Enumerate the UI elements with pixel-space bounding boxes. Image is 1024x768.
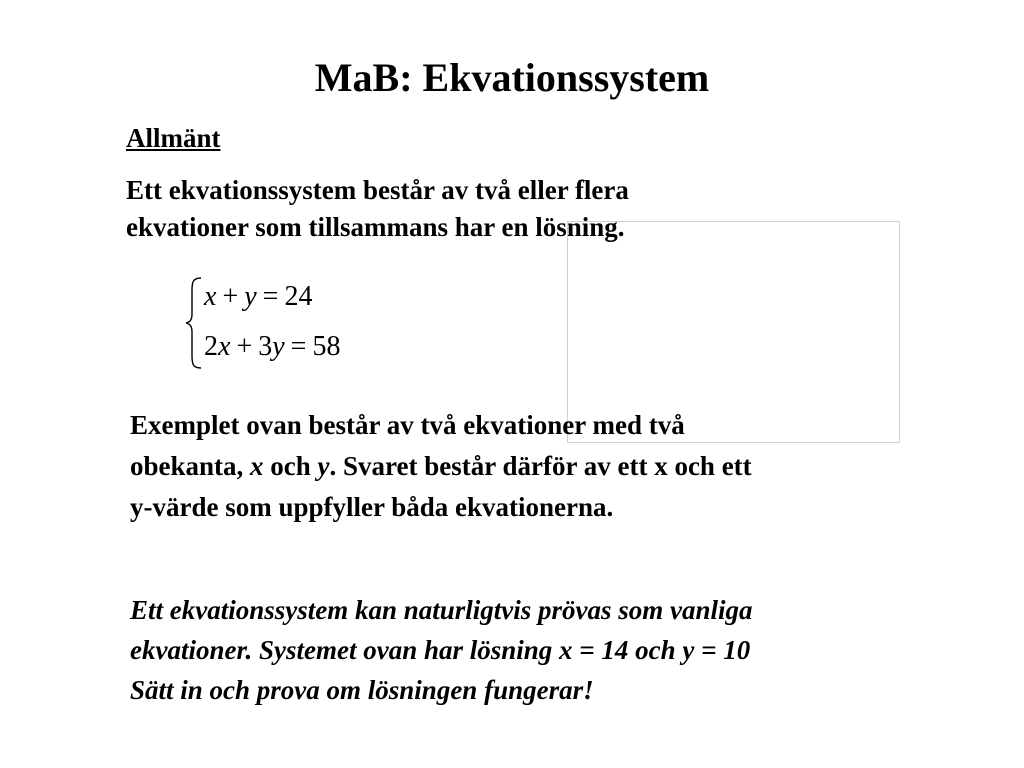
intro-line-1: Ett ekvationssystem består av två eller flera (126, 175, 629, 205)
explanation-paragraph (130, 405, 930, 528)
eq2-coef-y: 3 (258, 331, 273, 362)
explanation-line-2-end: . Svaret består därför av ett x och ett (329, 451, 752, 481)
note-line-2: ekvationer. Systemet ovan har lösning x = 14 och y = 10 (130, 635, 751, 665)
page-title: MaB: Ekvationssystem (314, 55, 710, 100)
variable-x: x (250, 451, 264, 481)
explanation-line-2-mid: och (263, 451, 318, 481)
note-paragraph (130, 590, 950, 710)
eq2-equals: = (290, 331, 307, 362)
eq2-term-y: y (272, 331, 285, 362)
explanation-line-3: y-värde som uppfyller båda ekvationerna. (130, 492, 614, 522)
eq2-term-x: x (218, 331, 231, 362)
variable-y: y (317, 451, 330, 481)
section-heading: Allmänt (126, 123, 221, 153)
note-line-3: Sätt in och prova om lösningen fungerar! (130, 675, 594, 705)
eq2-coef-x: 2 (204, 331, 218, 362)
equation-2 (204, 330, 340, 364)
intro-line-2: ekvationer som tillsammans har en lösning. (126, 212, 625, 242)
eq1-equals: = (262, 281, 279, 312)
explanation-line-1: Exemplet ovan består av två ekvationer med två (130, 410, 685, 440)
eq1-plus: + (222, 281, 239, 312)
eq2-rhs: 58 (312, 331, 341, 362)
eq1-term-x: x (204, 281, 217, 312)
left-brace-icon (184, 276, 204, 370)
eq1-term-y: y (244, 281, 257, 312)
eq2-plus: + (236, 331, 253, 362)
explanation-line-2 (130, 446, 930, 487)
note-line-1: Ett ekvationssystem kan naturligtvis prövas som vanliga (130, 595, 753, 625)
eq1-rhs: 24 (284, 281, 313, 312)
explanation-line-2-start: obekanta, (130, 451, 251, 481)
equation-1 (204, 280, 312, 314)
